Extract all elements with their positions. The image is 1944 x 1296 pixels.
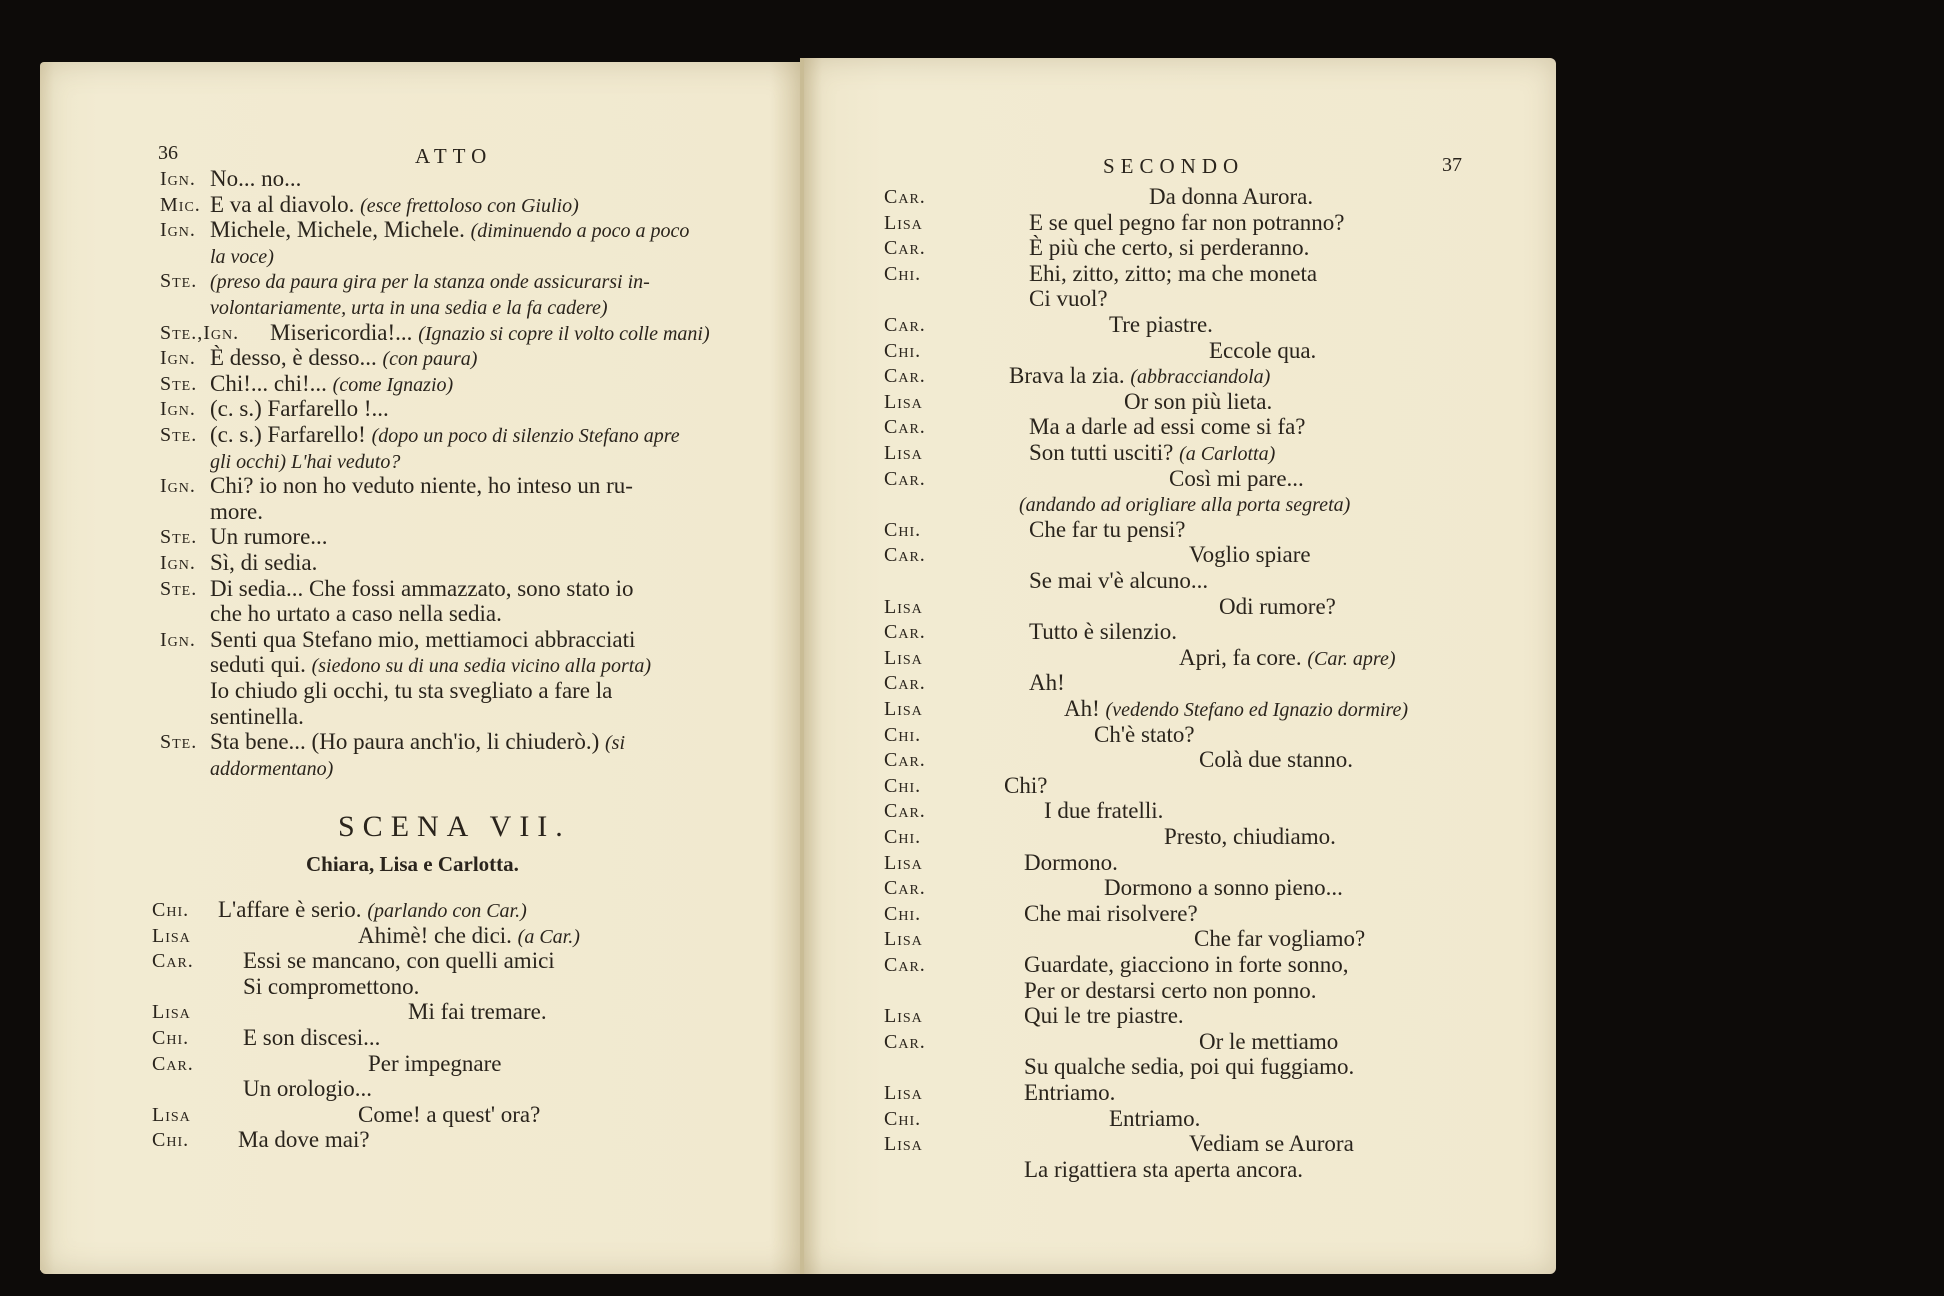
speaker-label: Chi. bbox=[152, 1027, 190, 1049]
dialogue-line bbox=[210, 166, 301, 192]
speaker-label: Lisa bbox=[884, 1133, 923, 1156]
speaker-label: Chi. bbox=[884, 723, 922, 746]
dialogue-line bbox=[210, 729, 625, 756]
speaker-label: Lisa bbox=[884, 646, 923, 669]
dialogue-line bbox=[1029, 517, 1185, 543]
speaker-label: Ste.,Ign. bbox=[160, 321, 240, 344]
running-header-left: ATTO bbox=[415, 144, 493, 168]
dialogue-line bbox=[210, 371, 453, 398]
speaker-label: Lisa bbox=[884, 442, 923, 464]
dialogue-line bbox=[243, 1076, 372, 1102]
speaker-label: Car. bbox=[884, 544, 926, 567]
speaker-label: Chi. bbox=[884, 518, 922, 541]
line-text: Che mai risolvere? bbox=[1024, 900, 1198, 926]
line-text: Così mi pare... bbox=[1169, 465, 1304, 491]
dialogue-line bbox=[210, 217, 689, 244]
line-text: E va al diavolo. bbox=[210, 191, 361, 217]
dialogue-line bbox=[243, 948, 555, 974]
stage-direction: (Ignazio si copre il volto colle mani) bbox=[418, 322, 710, 345]
speaker-label: Car. bbox=[884, 749, 926, 772]
line-text: Sta bene... (Ho paura anch'io, li chiuderò.) bbox=[210, 729, 606, 755]
line-text: Un rumore... bbox=[210, 524, 328, 550]
dialogue-line bbox=[1199, 747, 1353, 773]
dialogue-line bbox=[1024, 952, 1348, 978]
line-text: Dormono. bbox=[1024, 849, 1118, 875]
speaker-label: Ign. bbox=[160, 475, 196, 498]
speaker-label: Car. bbox=[884, 237, 926, 260]
line-text: Brava la zia. bbox=[1009, 363, 1131, 389]
stage-direction: (siedono su di una sedia vicino alla porta) bbox=[311, 655, 652, 678]
speaker-label: Lisa bbox=[884, 595, 923, 618]
line-text: Ah! bbox=[1029, 670, 1065, 696]
line-text: Per impegnare bbox=[368, 1050, 502, 1076]
stage-direction: (diminuendo a poco a poco bbox=[470, 220, 690, 243]
line-text: Odi rumore? bbox=[1219, 593, 1336, 619]
dialogue-line bbox=[210, 345, 477, 372]
line-text: Su qualche sedia, poi qui fuggiamo. bbox=[1024, 1054, 1355, 1080]
speaker-label: Lisa bbox=[884, 211, 923, 234]
stage-direction: (come Ignazio) bbox=[332, 373, 454, 396]
dialogue-line bbox=[358, 923, 580, 950]
stage-direction: (Car. apre) bbox=[1307, 647, 1396, 670]
speaker-label: Car. bbox=[884, 621, 926, 644]
dialogue-line bbox=[1094, 722, 1195, 748]
dialogue-line bbox=[218, 897, 527, 924]
dialogue-line bbox=[1029, 440, 1275, 467]
running-header-right: SECONDO bbox=[1103, 154, 1245, 178]
speaker-label: Car. bbox=[884, 314, 926, 336]
dialogue-line bbox=[210, 704, 304, 730]
speaker-label: Ste. bbox=[160, 731, 198, 754]
dialogue-line bbox=[210, 524, 328, 550]
scene-cast: Chiara, Lisa e Carlotta. bbox=[306, 852, 519, 876]
speaker-label: Chi. bbox=[884, 826, 922, 848]
dialogue-line bbox=[1029, 261, 1317, 287]
dialogue-line bbox=[1109, 1106, 1200, 1132]
dialogue-line bbox=[238, 1127, 370, 1153]
speaker-label: Lisa bbox=[152, 924, 191, 947]
dialogue-line bbox=[1029, 235, 1309, 261]
dialogue-line bbox=[1194, 926, 1365, 952]
line-text: No... no... bbox=[210, 166, 302, 191]
speaker-label: Chi. bbox=[884, 339, 922, 362]
speaker-label: Car. bbox=[884, 467, 926, 490]
line-text: Se mai v'è alcuno... bbox=[1029, 568, 1209, 593]
line-text: more. bbox=[210, 498, 264, 524]
line-text: La rigattiera sta aperta ancora. bbox=[1024, 1156, 1304, 1182]
speaker-label: Lisa bbox=[152, 1103, 191, 1126]
dialogue-line bbox=[1179, 645, 1396, 672]
stage-direction: (vedendo Stefano ed Ignazio dormire) bbox=[1105, 699, 1409, 721]
speaker-label: Ign. bbox=[160, 552, 196, 574]
line-text: Or le mettiamo bbox=[1199, 1028, 1339, 1054]
line-text: Per or destarsi certo non ponno. bbox=[1024, 977, 1317, 1003]
line-text: Un orologio... bbox=[243, 1076, 373, 1102]
stage-direction: (preso da paura gira per la stanza onde assicurarsi in- bbox=[210, 271, 650, 294]
line-text: Apri, fa core. bbox=[1179, 644, 1308, 670]
line-text: Di sedia... Che fossi ammazzato, sono stato io bbox=[210, 575, 634, 601]
line-text: Ehi, zitto, zitto; ma che moneta bbox=[1029, 260, 1318, 286]
line-text: È desso, è desso... bbox=[210, 345, 383, 371]
dialogue-line bbox=[1024, 901, 1198, 927]
speaker-label: Car. bbox=[884, 186, 926, 208]
dialogue-line bbox=[1024, 978, 1317, 1004]
speaker-label: Lisa bbox=[884, 851, 923, 874]
dialogue-line bbox=[368, 1051, 501, 1077]
speaker-label: Ste. bbox=[160, 577, 198, 600]
dialogue-line bbox=[210, 448, 400, 475]
line-text: Eccole qua. bbox=[1209, 337, 1317, 363]
line-text: Tre piastre. bbox=[1109, 312, 1213, 337]
speaker-label: Car. bbox=[884, 365, 926, 388]
dialogue-line bbox=[210, 755, 333, 782]
speaker-label: Mic. bbox=[160, 193, 201, 216]
line-text: Che far tu pensi? bbox=[1029, 516, 1186, 542]
dialogue-line bbox=[408, 999, 547, 1025]
page-number-left: 36 bbox=[158, 142, 178, 164]
dialogue-line bbox=[1029, 568, 1208, 594]
line-text: Misericordia!... bbox=[270, 319, 419, 345]
dialogue-line bbox=[243, 1025, 380, 1051]
line-text: L'affare è serio. bbox=[218, 897, 368, 922]
line-text: Sì, di sedia. bbox=[210, 550, 318, 575]
line-text: E se quel pegno far non potranno? bbox=[1029, 209, 1345, 235]
line-text: sentinella. bbox=[210, 703, 304, 729]
line-text: Michele, Michele, Michele. bbox=[210, 217, 471, 243]
dialogue-line bbox=[210, 652, 651, 679]
stage-direction: (a Car.) bbox=[517, 925, 580, 948]
speaker-label: Chi. bbox=[152, 899, 190, 921]
dialogue-line bbox=[1029, 670, 1065, 696]
speaker-label: Lisa bbox=[152, 1001, 191, 1024]
dialogue-line bbox=[1019, 491, 1350, 518]
line-text: Dormono a sonno pieno... bbox=[1104, 875, 1343, 901]
speaker-label: Ign. bbox=[160, 219, 196, 242]
line-text: Tutto è silenzio. bbox=[1029, 619, 1178, 645]
dialogue-line bbox=[210, 294, 608, 321]
stage-direction: (dopo un poco di silenzio Stefano apre bbox=[371, 425, 680, 447]
line-text: Che far vogliamo? bbox=[1194, 926, 1366, 952]
stage-direction: (abbracciandola) bbox=[1130, 366, 1271, 389]
dialogue-line bbox=[210, 601, 502, 627]
speaker-label: Lisa bbox=[884, 1005, 923, 1028]
dialogue-line bbox=[1024, 1003, 1184, 1029]
dialogue-line bbox=[1029, 414, 1306, 440]
dialogue-line bbox=[1029, 286, 1108, 312]
speaker-label: Ign. bbox=[160, 347, 196, 370]
line-text: Chi!... chi!... bbox=[210, 370, 333, 396]
speaker-label: Car. bbox=[884, 416, 926, 439]
line-text: Ch'è stato? bbox=[1094, 721, 1195, 747]
speaker-label: Ign. bbox=[160, 168, 196, 190]
speaker-label: Chi. bbox=[884, 262, 922, 285]
line-text: Entriamo. bbox=[1109, 1105, 1201, 1131]
speaker-label: Chi. bbox=[884, 902, 922, 925]
line-text: È più che certo, si perderanno. bbox=[1029, 235, 1310, 261]
dialogue-line bbox=[210, 678, 612, 704]
speaker-label: Lisa bbox=[884, 928, 923, 951]
dialogue-line bbox=[210, 396, 389, 422]
speaker-label: Ign. bbox=[160, 628, 196, 651]
dialogue-line bbox=[210, 550, 317, 576]
scene-title: SCENA VII. bbox=[338, 810, 571, 843]
line-text: Mi fai tremare. bbox=[408, 999, 547, 1025]
line-text: Son tutti usciti? bbox=[1029, 440, 1180, 465]
line-text: Ma dove mai? bbox=[238, 1127, 370, 1153]
speaker-label: Ste. bbox=[160, 270, 198, 293]
stage-direction: gli occhi) L'hai veduto? bbox=[210, 450, 401, 473]
speaker-label: Chi. bbox=[884, 774, 922, 797]
stage-direction: (si bbox=[605, 732, 626, 755]
speaker-label: Ste. bbox=[160, 424, 198, 446]
line-text: Or son più lieta. bbox=[1124, 388, 1273, 414]
speaker-label: Ign. bbox=[160, 398, 196, 421]
dialogue-line bbox=[1199, 1029, 1338, 1055]
stage-direction: (parlando con Car.) bbox=[367, 900, 527, 922]
line-text: I due fratelli. bbox=[1044, 798, 1164, 824]
dialogue-line bbox=[210, 268, 650, 295]
line-text: Essi se mancano, con quelli amici bbox=[243, 948, 555, 974]
speaker-label: Chi. bbox=[152, 1129, 190, 1152]
speaker-label: Car. bbox=[884, 672, 926, 695]
speaker-label: Car. bbox=[152, 1052, 194, 1075]
dialogue-line bbox=[1009, 363, 1270, 390]
speaker-label: Lisa bbox=[884, 698, 923, 720]
stage-direction: (a Carlotta) bbox=[1179, 443, 1276, 465]
dialogue-line bbox=[1024, 1157, 1303, 1183]
dialogue-line bbox=[1044, 798, 1163, 824]
dialogue-line bbox=[210, 422, 680, 449]
line-text: Ahimè! che dici. bbox=[358, 922, 518, 948]
speaker-label: Car. bbox=[884, 800, 926, 823]
dialogue-line bbox=[1104, 875, 1343, 901]
line-text: Senti qua Stefano mio, mettiamoci abbracciati bbox=[210, 626, 636, 652]
stage-direction: la voce) bbox=[210, 245, 274, 268]
speaker-label: Ste. bbox=[160, 372, 198, 395]
left-page bbox=[40, 62, 802, 1274]
dialogue-line bbox=[1004, 773, 1047, 799]
dialogue-line bbox=[243, 974, 419, 1000]
dialogue-line bbox=[1029, 210, 1345, 236]
dialogue-line bbox=[1164, 824, 1336, 850]
line-text: Io chiudo gli occhi, tu sta svegliato a fare la bbox=[210, 678, 613, 703]
speaker-label: Car. bbox=[884, 1030, 926, 1053]
speaker-label: Car. bbox=[884, 877, 926, 900]
dialogue-line bbox=[1169, 466, 1304, 492]
dialogue-line bbox=[1124, 389, 1272, 415]
speaker-label: Car. bbox=[884, 954, 926, 976]
dialogue-line bbox=[1189, 1131, 1354, 1157]
speaker-label: Chi. bbox=[884, 1107, 922, 1130]
line-text: E son discesi... bbox=[243, 1025, 381, 1050]
dialogue-line bbox=[1024, 1054, 1354, 1080]
dialogue-line bbox=[1029, 619, 1177, 645]
line-text: Da donna Aurora. bbox=[1149, 184, 1314, 209]
line-text: seduti qui. bbox=[210, 652, 312, 678]
dialogue-line bbox=[358, 1102, 540, 1128]
speaker-label: Lisa bbox=[884, 1082, 923, 1104]
right-page bbox=[804, 58, 1556, 1274]
line-text: Chi? bbox=[1004, 772, 1048, 798]
line-text: Guardate, giacciono in forte sonno, bbox=[1024, 952, 1349, 977]
stage-direction: addormentano) bbox=[210, 757, 334, 780]
line-text: Qui le tre piastre. bbox=[1024, 1003, 1184, 1029]
line-text: Si compromettono. bbox=[243, 973, 420, 999]
line-text: Voglio spiare bbox=[1189, 542, 1311, 568]
line-text: Ah! bbox=[1064, 696, 1106, 721]
line-text: Chi? io non ho veduto niente, ho inteso un ru- bbox=[210, 473, 633, 499]
stage-direction: (con paura) bbox=[382, 348, 478, 371]
dialogue-line bbox=[1149, 184, 1313, 210]
line-text: Colà due stanno. bbox=[1199, 747, 1353, 773]
line-text: che ho urtato a caso nella sedia. bbox=[210, 601, 502, 627]
speaker-label: Lisa bbox=[884, 390, 923, 413]
dialogue-line bbox=[210, 627, 635, 653]
dialogue-line bbox=[1024, 850, 1118, 876]
line-text: Vediam se Aurora bbox=[1189, 1131, 1354, 1157]
dialogue-line bbox=[1189, 542, 1311, 568]
dialogue-line bbox=[1219, 594, 1336, 620]
dialogue-line bbox=[210, 192, 579, 219]
speaker-label: Car. bbox=[152, 950, 194, 973]
speaker-label: Ste. bbox=[160, 526, 198, 549]
dialogue-line bbox=[1024, 1080, 1115, 1106]
dialogue-line bbox=[270, 320, 710, 347]
stage-direction: volontariamente, urta in una sedia e la fa cadere) bbox=[210, 297, 608, 319]
dialogue-line bbox=[1109, 312, 1213, 338]
stage-direction: (esce frettoloso con Giulio) bbox=[360, 194, 579, 217]
dialogue-line bbox=[1209, 338, 1316, 364]
dialogue-line bbox=[210, 473, 633, 499]
dialogue-line bbox=[210, 499, 263, 525]
line-text: Ci vuol? bbox=[1029, 286, 1108, 312]
dialogue-line bbox=[1064, 696, 1408, 723]
line-text: Presto, chiudiamo. bbox=[1164, 824, 1336, 849]
line-text: Come! a quest' ora? bbox=[358, 1101, 541, 1127]
line-text: (c. s.) Farfarello! bbox=[210, 422, 372, 447]
dialogue-line bbox=[210, 576, 634, 602]
dialogue-line bbox=[210, 243, 274, 270]
page-number-right: 37 bbox=[1442, 154, 1462, 176]
line-text: Ma a darle ad essi come si fa? bbox=[1029, 414, 1306, 440]
stage-direction: (andando ad origliare alla porta segreta) bbox=[1019, 494, 1351, 517]
line-text: Entriamo. bbox=[1024, 1080, 1116, 1105]
line-text: (c. s.) Farfarello !... bbox=[210, 396, 389, 422]
